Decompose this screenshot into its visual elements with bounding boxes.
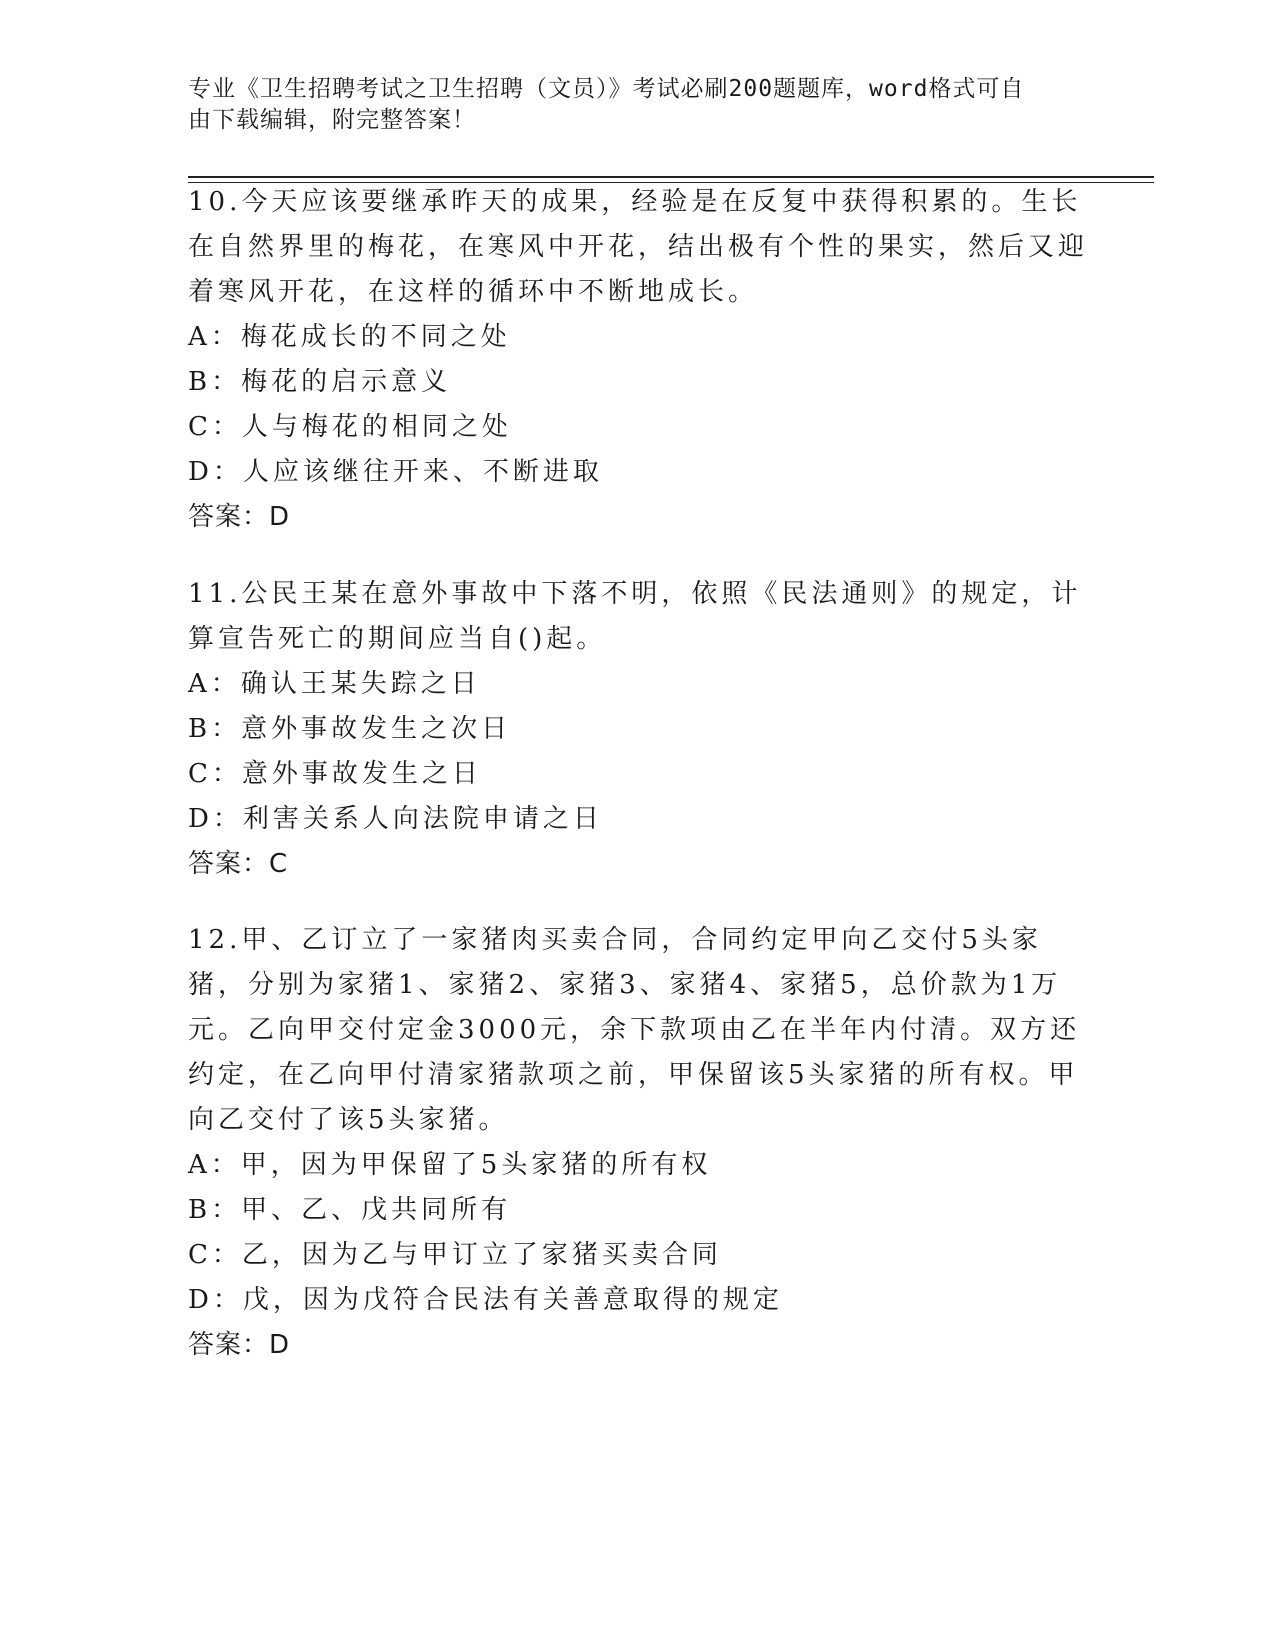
question-stem: 11.公民王某在意外事故中下落不明，依照《民法通则》的规定，计算宣告死亡的期间应当自()起。 <box>188 579 1082 654</box>
answer-label: 答案：C <box>188 849 289 879</box>
header-divider-thick <box>188 176 1154 178</box>
answer-label: 答案：D <box>188 1330 291 1360</box>
question-10 <box>188 180 1088 540</box>
option-a: A：确认王某失踪之日 <box>188 669 481 699</box>
option-d: D：人应该继往开来、不断进取 <box>188 457 603 487</box>
option-b: B：梅花的启示意义 <box>188 367 452 397</box>
option-c: C：意外事故发生之日 <box>188 759 482 789</box>
option-b: B：意外事故发生之次日 <box>188 714 512 744</box>
question-12 <box>188 918 1088 1368</box>
option-d: D：戊，因为戊符合民法有关善意取得的规定 <box>188 1285 783 1315</box>
option-c: C：乙，因为乙与甲订立了家猪买卖合同 <box>188 1240 722 1270</box>
option-d: D：利害关系人向法院申请之日 <box>188 804 603 834</box>
header-line-1: 专业《卫生招聘考试之卫生招聘（文员）》考试必刷200题题库，word格式可自 <box>188 76 1025 102</box>
option-a: A：梅花成长的不同之处 <box>188 322 511 352</box>
question-stem: 10.今天应该要继承昨天的成果，经验是在反复中获得积累的。生长在自然界里的梅花，在寒风中开花，结出极有个性的果实，然后又迎着寒风开花，在这样的循环中不断地成长。 <box>188 187 1089 307</box>
answer-label: 答案：D <box>188 502 291 532</box>
header-line-2: 由下载编辑，附完整答案！ <box>188 107 476 133</box>
option-a: A：甲，因为甲保留了5头家猪的所有权 <box>188 1150 712 1180</box>
document-header <box>188 74 1068 136</box>
option-c: C：人与梅花的相同之处 <box>188 412 512 442</box>
question-11 <box>188 572 1088 887</box>
option-b: B：甲、乙、戊共同所有 <box>188 1195 512 1225</box>
question-stem: 12.甲、乙订立了一家猪肉买卖合同，合同约定甲向乙交付5头家猪，分别为家猪1、家猪2、家猪3、家猪4、家猪5，总价款为1万元。乙向甲交付定金3000元，余下款项由乙在半年内付清。双方还约定，在乙向甲付清家猪款项之前，甲保留该5头家猪的所有权。甲向乙交付了该5头家猪。 <box>188 925 1081 1135</box>
